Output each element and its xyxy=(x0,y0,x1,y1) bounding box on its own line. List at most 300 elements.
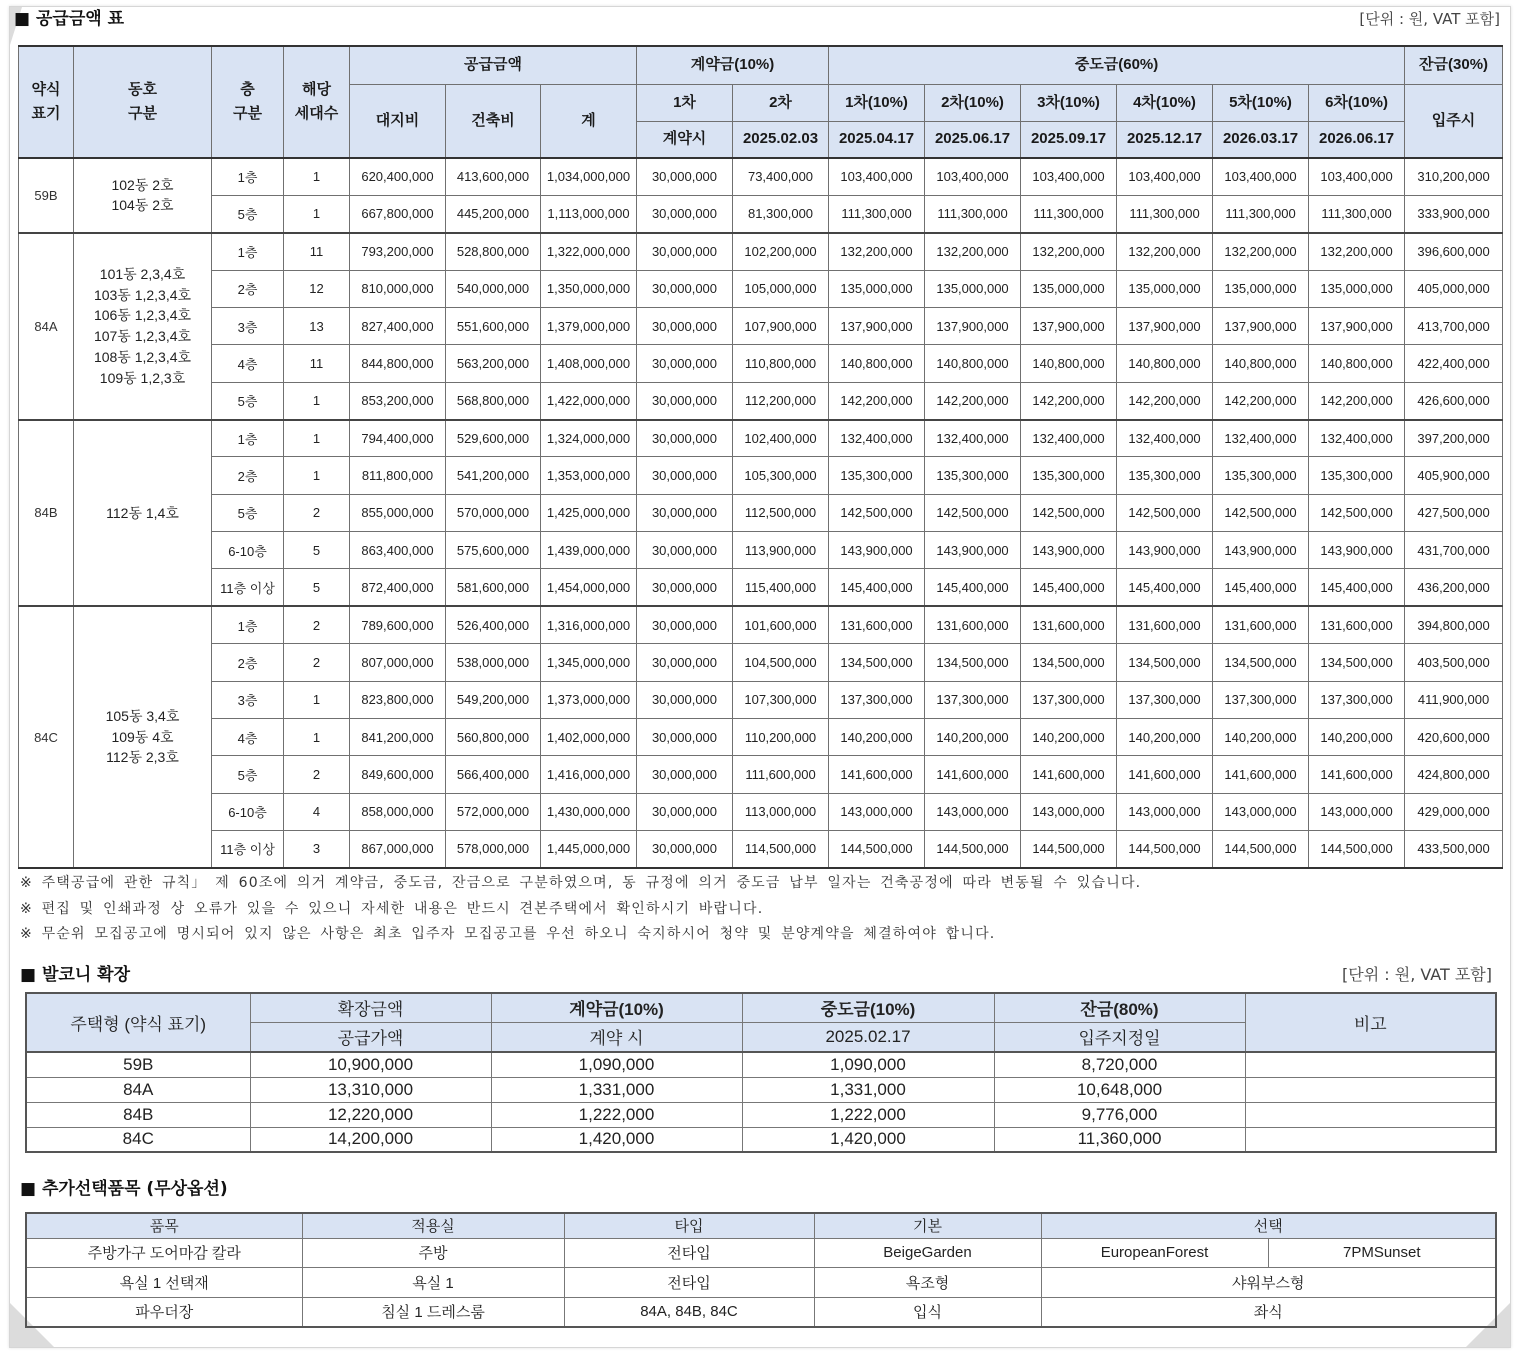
deposit-cell: 1,420,000 xyxy=(491,1127,742,1152)
deposit-2-cell: 102,200,000 xyxy=(733,233,829,270)
middle-payment-1-cell: 111,300,000 xyxy=(829,195,925,232)
middle-payment-3-cell: 131,600,000 xyxy=(1021,606,1117,643)
building-price-cell: 528,800,000 xyxy=(446,233,541,270)
land-price-cell: 823,800,000 xyxy=(350,681,446,718)
total-price-cell: 1,113,000,000 xyxy=(541,195,637,232)
middle-payment-2-cell: 142,500,000 xyxy=(925,494,1021,531)
middle-payment-1-cell: 140,800,000 xyxy=(829,345,925,382)
deposit-1-cell: 30,000,000 xyxy=(637,233,733,270)
land-price-cell: 855,000,000 xyxy=(350,494,446,531)
header-middle-round-2: 2차(10%) xyxy=(925,84,1021,121)
header-balance-when: 입주지정일 xyxy=(994,1022,1245,1052)
land-price-cell: 807,000,000 xyxy=(350,644,446,681)
supply-price-cell: 12,220,000 xyxy=(250,1102,491,1127)
building-price-cell: 538,000,000 xyxy=(446,644,541,681)
middle-payment-6-cell: 103,400,000 xyxy=(1309,158,1405,195)
land-price-cell: 667,800,000 xyxy=(350,195,446,232)
table-row xyxy=(26,1238,1496,1267)
deposit-1-cell: 30,000,000 xyxy=(637,718,733,755)
middle-payment-2-cell: 141,600,000 xyxy=(925,756,1021,793)
building-price-cell: 529,600,000 xyxy=(446,420,541,457)
floor-cell: 1층 xyxy=(212,233,284,270)
middle-payment-4-cell: 142,200,000 xyxy=(1117,382,1213,419)
table-row xyxy=(19,830,1503,867)
middle-payment-1-cell: 137,900,000 xyxy=(829,307,925,344)
total-price-cell: 1,353,000,000 xyxy=(541,457,637,494)
households-cell: 12 xyxy=(284,270,350,307)
header-deposit: 계약금(10%) xyxy=(637,46,829,84)
balance-cell: 394,800,000 xyxy=(1405,606,1503,643)
choice-cell: 7PMSunset xyxy=(1268,1238,1496,1267)
building-price-cell: 563,200,000 xyxy=(446,345,541,382)
balance-cell: 10,648,000 xyxy=(994,1077,1245,1102)
dong-ho-line: 104동 2호 xyxy=(111,197,174,214)
dong-ho-cell xyxy=(74,606,212,868)
dong-ho-line: 103동 1,2,3,4호 xyxy=(93,286,192,303)
middle-payment-2-cell: 140,800,000 xyxy=(925,345,1021,382)
total-price-cell: 1,316,000,000 xyxy=(541,606,637,643)
land-price-cell: 789,600,000 xyxy=(350,606,446,643)
header-type: 타입 xyxy=(564,1213,814,1238)
middle-payment-2-cell: 140,200,000 xyxy=(925,718,1021,755)
households-cell: 2 xyxy=(284,494,350,531)
deposit-2-cell: 115,400,000 xyxy=(733,569,829,606)
deposit-cell: 1,090,000 xyxy=(491,1052,742,1077)
middle-payment-2-cell: 132,200,000 xyxy=(925,233,1021,270)
total-price-cell: 1,454,000,000 xyxy=(541,569,637,606)
deposit-1-cell: 30,000,000 xyxy=(637,830,733,867)
middle-payment-2-cell: 103,400,000 xyxy=(925,158,1021,195)
deposit-2-cell: 110,200,000 xyxy=(733,718,829,755)
middle-payment-6-cell: 141,600,000 xyxy=(1309,756,1405,793)
middle-payment-6-cell: 140,800,000 xyxy=(1309,345,1405,382)
middle-payment-5-cell: 134,500,000 xyxy=(1213,644,1309,681)
middle-payment-6-cell: 137,300,000 xyxy=(1309,681,1405,718)
total-price-cell: 1,379,000,000 xyxy=(541,307,637,344)
middle-payment-6-cell: 143,900,000 xyxy=(1309,532,1405,569)
middle-payment-5-cell: 132,400,000 xyxy=(1213,420,1309,457)
middle-payment-2-cell: 131,600,000 xyxy=(925,606,1021,643)
balance-cell: 403,500,000 xyxy=(1405,644,1503,681)
middle-payment-4-cell: 103,400,000 xyxy=(1117,158,1213,195)
middle-payment-3-cell: 135,000,000 xyxy=(1021,270,1117,307)
deposit-1-cell: 30,000,000 xyxy=(637,644,733,681)
header-deposit-2-date: 2025.02.03 xyxy=(733,121,829,158)
supply-table-body xyxy=(19,158,1503,868)
header-land-price: 대지비 xyxy=(350,84,446,158)
middle-payment-1-cell: 132,400,000 xyxy=(829,420,925,457)
header-middle-date-4: 2025.12.17 xyxy=(1117,121,1213,158)
supply-price-cell: 13,310,000 xyxy=(250,1077,491,1102)
balcony-expansion-table xyxy=(25,992,1497,1153)
table-row xyxy=(19,681,1503,718)
middle-payment-3-cell: 137,300,000 xyxy=(1021,681,1117,718)
land-price-cell: 811,800,000 xyxy=(350,457,446,494)
middle-payment-1-cell: 131,600,000 xyxy=(829,606,925,643)
floor-cell: 5층 xyxy=(212,382,284,419)
dong-ho-cell xyxy=(74,158,212,233)
middle-payment-cell: 1,090,000 xyxy=(742,1052,994,1077)
balance-cell: 413,700,000 xyxy=(1405,307,1503,344)
total-price-cell: 1,445,000,000 xyxy=(541,830,637,867)
middle-payment-4-cell: 143,000,000 xyxy=(1117,793,1213,830)
deposit-2-cell: 81,300,000 xyxy=(733,195,829,232)
house-type-cell: 59B xyxy=(26,1052,250,1077)
header-expansion-amount: 확장금액 xyxy=(250,993,491,1022)
unit-type-cell: 84C xyxy=(19,606,74,868)
deposit-1-cell: 30,000,000 xyxy=(637,793,733,830)
basic-cell: BeigeGarden xyxy=(814,1238,1041,1267)
total-price-cell: 1,439,000,000 xyxy=(541,532,637,569)
building-price-cell: 540,000,000 xyxy=(446,270,541,307)
middle-payment-3-cell: 135,300,000 xyxy=(1021,457,1117,494)
table-row xyxy=(19,382,1503,419)
header-middle-round-1: 1차(10%) xyxy=(829,84,925,121)
middle-payment-6-cell: 111,300,000 xyxy=(1309,195,1405,232)
households-cell: 5 xyxy=(284,532,350,569)
balance-cell: 333,900,000 xyxy=(1405,195,1503,232)
deposit-2-cell: 105,000,000 xyxy=(733,270,829,307)
header-dong-ho: 동호 구분 xyxy=(74,46,212,158)
middle-payment-1-cell: 135,000,000 xyxy=(829,270,925,307)
middle-payment-cell: 1,331,000 xyxy=(742,1077,994,1102)
balance-cell: 433,500,000 xyxy=(1405,830,1503,867)
deposit-2-cell: 101,600,000 xyxy=(733,606,829,643)
dong-ho-cell xyxy=(74,233,212,420)
deposit-1-cell: 30,000,000 xyxy=(637,756,733,793)
building-price-cell: 560,800,000 xyxy=(446,718,541,755)
middle-payment-2-cell: 134,500,000 xyxy=(925,644,1021,681)
floor-cell: 3층 xyxy=(212,307,284,344)
deposit-1-cell: 30,000,000 xyxy=(637,606,733,643)
deposit-1-cell: 30,000,000 xyxy=(637,532,733,569)
floor-cell: 1층 xyxy=(212,606,284,643)
deposit-1-cell: 30,000,000 xyxy=(637,457,733,494)
unit-type-cell: 84B xyxy=(19,420,74,607)
supply-price-table xyxy=(18,45,1503,869)
total-price-cell: 1,402,000,000 xyxy=(541,718,637,755)
land-price-cell: 844,800,000 xyxy=(350,345,446,382)
deposit-2-cell: 104,500,000 xyxy=(733,644,829,681)
middle-payment-1-cell: 144,500,000 xyxy=(829,830,925,867)
middle-payment-6-cell: 143,000,000 xyxy=(1309,793,1405,830)
land-price-cell: 872,400,000 xyxy=(350,569,446,606)
building-price-cell: 572,000,000 xyxy=(446,793,541,830)
deposit-2-cell: 73,400,000 xyxy=(733,158,829,195)
middle-payment-3-cell: 111,300,000 xyxy=(1021,195,1117,232)
middle-payment-5-cell: 137,300,000 xyxy=(1213,681,1309,718)
table-row xyxy=(26,1297,1496,1327)
table-row xyxy=(19,457,1503,494)
middle-payment-5-cell: 144,500,000 xyxy=(1213,830,1309,867)
middle-payment-6-cell: 137,900,000 xyxy=(1309,307,1405,344)
deposit-1-cell: 30,000,000 xyxy=(637,569,733,606)
middle-payment-5-cell: 140,800,000 xyxy=(1213,345,1309,382)
house-type-cell: 84C xyxy=(26,1127,250,1152)
dong-ho-line: 101동 2,3,4호 xyxy=(99,265,186,282)
deposit-1-cell: 30,000,000 xyxy=(637,494,733,531)
free-options-table xyxy=(25,1212,1497,1328)
middle-payment-5-cell: 135,000,000 xyxy=(1213,270,1309,307)
middle-payment-5-cell: 132,200,000 xyxy=(1213,233,1309,270)
building-price-cell: 526,400,000 xyxy=(446,606,541,643)
middle-payment-2-cell: 135,000,000 xyxy=(925,270,1021,307)
header-middle-payment: 중도금(10%) xyxy=(742,993,994,1022)
middle-payment-4-cell: 135,300,000 xyxy=(1117,457,1213,494)
middle-payment-5-cell: 131,600,000 xyxy=(1213,606,1309,643)
building-price-cell: 568,800,000 xyxy=(446,382,541,419)
balance-cell: 9,776,000 xyxy=(994,1102,1245,1127)
balance-cell: 427,500,000 xyxy=(1405,494,1503,531)
middle-payment-2-cell: 111,300,000 xyxy=(925,195,1021,232)
land-price-cell: 853,200,000 xyxy=(350,382,446,419)
middle-payment-5-cell: 135,300,000 xyxy=(1213,457,1309,494)
header-row xyxy=(19,46,1503,84)
note-line: ※ 편집 및 인쇄과정 상 오류가 있을 수 있으니 자세한 내용은 반드시 견본주택에서 확인하시기 바랍니다. xyxy=(20,900,764,917)
header-middle-round-3: 3차(10%) xyxy=(1021,84,1117,121)
item-cell: 파우더장 xyxy=(26,1297,302,1327)
balance-cell: 431,700,000 xyxy=(1405,532,1503,569)
floor-cell: 2층 xyxy=(212,644,284,681)
house-type-cell: 84B xyxy=(26,1102,250,1127)
balance-cell: 436,200,000 xyxy=(1405,569,1503,606)
header-deposit: 계약금(10%) xyxy=(491,993,742,1022)
deposit-1-cell: 30,000,000 xyxy=(637,420,733,457)
choice-cell: 좌식 xyxy=(1041,1297,1496,1327)
header-middle-date: 2025.02.17 xyxy=(742,1022,994,1052)
middle-payment-4-cell: 134,500,000 xyxy=(1117,644,1213,681)
table-row xyxy=(19,345,1503,382)
building-price-cell: 549,200,000 xyxy=(446,681,541,718)
header-middle-payment: 중도금(60%) xyxy=(829,46,1405,84)
balance-cell: 420,600,000 xyxy=(1405,718,1503,755)
table-row xyxy=(19,494,1503,531)
households-cell: 1 xyxy=(284,195,350,232)
middle-payment-2-cell: 142,200,000 xyxy=(925,382,1021,419)
type-cell: 전타입 xyxy=(564,1238,814,1267)
header-middle-round-5: 5차(10%) xyxy=(1213,84,1309,121)
note-line: ※ 무순위 모집공고에 명시되어 있지 않은 사항은 최초 입주자 모집공고를 우선 하오니 숙지하시어 청약 및 분양계약을 체결하여야 합니다. xyxy=(20,926,996,942)
type-cell: 전타입 xyxy=(564,1267,814,1297)
middle-payment-cell: 1,222,000 xyxy=(742,1102,994,1127)
middle-payment-6-cell: 132,400,000 xyxy=(1309,420,1405,457)
choice-cell: 샤워부스형 xyxy=(1041,1267,1496,1297)
middle-payment-4-cell: 111,300,000 xyxy=(1117,195,1213,232)
middle-payment-3-cell: 137,900,000 xyxy=(1021,307,1117,344)
floor-cell: 6-10층 xyxy=(212,532,284,569)
deposit-2-cell: 107,900,000 xyxy=(733,307,829,344)
table-row xyxy=(19,420,1503,457)
land-price-cell: 810,000,000 xyxy=(350,270,446,307)
middle-payment-4-cell: 143,900,000 xyxy=(1117,532,1213,569)
balance-cell: 426,600,000 xyxy=(1405,382,1503,419)
middle-payment-3-cell: 140,200,000 xyxy=(1021,718,1117,755)
deposit-2-cell: 105,300,000 xyxy=(733,457,829,494)
households-cell: 2 xyxy=(284,606,350,643)
middle-payment-3-cell: 144,500,000 xyxy=(1021,830,1117,867)
middle-payment-5-cell: 137,900,000 xyxy=(1213,307,1309,344)
middle-payment-2-cell: 137,300,000 xyxy=(925,681,1021,718)
header-deposit-2: 2차 xyxy=(733,84,829,121)
remarks-cell xyxy=(1245,1127,1496,1152)
households-cell: 4 xyxy=(284,793,350,830)
middle-payment-6-cell: 142,200,000 xyxy=(1309,382,1405,419)
deposit-cell: 1,331,000 xyxy=(491,1077,742,1102)
middle-payment-1-cell: 137,300,000 xyxy=(829,681,925,718)
header-balance-when: 입주시 xyxy=(1405,84,1503,158)
supply-price-cell: 14,200,000 xyxy=(250,1127,491,1152)
room-cell: 침실 1 드레스룸 xyxy=(302,1297,564,1327)
middle-payment-2-cell: 132,400,000 xyxy=(925,420,1021,457)
middle-payment-3-cell: 145,400,000 xyxy=(1021,569,1117,606)
house-type-cell: 84A xyxy=(26,1077,250,1102)
land-price-cell: 867,000,000 xyxy=(350,830,446,867)
land-price-cell: 858,000,000 xyxy=(350,793,446,830)
header-middle-date-2: 2025.06.17 xyxy=(925,121,1021,158)
floor-cell: 2층 xyxy=(212,270,284,307)
deposit-2-cell: 112,200,000 xyxy=(733,382,829,419)
households-cell: 1 xyxy=(284,420,350,457)
middle-payment-4-cell: 137,900,000 xyxy=(1117,307,1213,344)
households-cell: 1 xyxy=(284,382,350,419)
remarks-cell xyxy=(1245,1077,1496,1102)
item-cell: 주방가구 도어마감 칼라 xyxy=(26,1238,302,1267)
total-price-cell: 1,034,000,000 xyxy=(541,158,637,195)
header-supply-price: 공급금액 xyxy=(350,46,637,84)
header-row xyxy=(26,993,1496,1022)
middle-payment-6-cell: 144,500,000 xyxy=(1309,830,1405,867)
notes xyxy=(20,871,1141,948)
deposit-1-cell: 30,000,000 xyxy=(637,345,733,382)
floor-cell: 5층 xyxy=(212,756,284,793)
remarks-cell xyxy=(1245,1052,1496,1077)
table-row xyxy=(26,1127,1496,1152)
floor-cell: 11층 이상 xyxy=(212,569,284,606)
middle-payment-3-cell: 142,200,000 xyxy=(1021,382,1117,419)
middle-payment-6-cell: 142,500,000 xyxy=(1309,494,1405,531)
building-price-cell: 445,200,000 xyxy=(446,195,541,232)
middle-payment-5-cell: 143,000,000 xyxy=(1213,793,1309,830)
middle-payment-4-cell: 131,600,000 xyxy=(1117,606,1213,643)
middle-payment-3-cell: 141,600,000 xyxy=(1021,756,1117,793)
middle-payment-2-cell: 137,900,000 xyxy=(925,307,1021,344)
dong-ho-line: 108동 1,2,3,4호 xyxy=(93,348,192,365)
middle-payment-1-cell: 134,500,000 xyxy=(829,644,925,681)
header-middle-round-4: 4차(10%) xyxy=(1117,84,1213,121)
households-cell: 1 xyxy=(284,681,350,718)
middle-payment-3-cell: 134,500,000 xyxy=(1021,644,1117,681)
balance-cell: 424,800,000 xyxy=(1405,756,1503,793)
households-cell: 5 xyxy=(284,569,350,606)
middle-payment-1-cell: 143,900,000 xyxy=(829,532,925,569)
deposit-1-cell: 30,000,000 xyxy=(637,270,733,307)
table-row xyxy=(19,793,1503,830)
middle-payment-2-cell: 143,900,000 xyxy=(925,532,1021,569)
table-row xyxy=(26,1102,1496,1127)
note-line: ※ 주택공급에 관한 규칙」 제 60조에 의거 계약금, 중도금, 잔금으로 구분하였으며, 동 규정에 의거 중도금 납부 일자는 건축공정에 따라 변동될 수 있습니다. xyxy=(20,875,1142,891)
balcony-unit-note: [단위 : 원, VAT 포함] xyxy=(1342,965,1492,984)
header-households: 해당 세대수 xyxy=(284,46,350,158)
supply-unit-note: [단위 : 원, VAT 포함] xyxy=(1359,10,1500,28)
deposit-2-cell: 110,800,000 xyxy=(733,345,829,382)
floor-cell: 5층 xyxy=(212,494,284,531)
dong-ho-line: 112동 1,4호 xyxy=(106,504,179,521)
middle-payment-1-cell: 135,300,000 xyxy=(829,457,925,494)
building-price-cell: 581,600,000 xyxy=(446,569,541,606)
middle-payment-1-cell: 145,400,000 xyxy=(829,569,925,606)
total-price-cell: 1,416,000,000 xyxy=(541,756,637,793)
total-price-cell: 1,324,000,000 xyxy=(541,420,637,457)
dong-ho-line: 102동 2호 xyxy=(111,176,174,193)
header-balance: 잔금(80%) xyxy=(994,993,1245,1022)
total-price-cell: 1,345,000,000 xyxy=(541,644,637,681)
item-cell: 욕실 1 선택재 xyxy=(26,1267,302,1297)
unit-type-cell: 84A xyxy=(19,233,74,420)
households-cell: 2 xyxy=(284,644,350,681)
middle-payment-5-cell: 145,400,000 xyxy=(1213,569,1309,606)
deposit-2-cell: 111,600,000 xyxy=(733,756,829,793)
room-cell: 주방 xyxy=(302,1238,564,1267)
building-price-cell: 541,200,000 xyxy=(446,457,541,494)
floor-cell: 1층 xyxy=(212,420,284,457)
balance-cell: 397,200,000 xyxy=(1405,420,1503,457)
middle-payment-3-cell: 142,500,000 xyxy=(1021,494,1117,531)
balance-cell: 405,900,000 xyxy=(1405,457,1503,494)
table-row xyxy=(19,532,1503,569)
header-house-type: 주택형 (약식 표기) xyxy=(26,993,250,1052)
middle-payment-1-cell: 142,200,000 xyxy=(829,382,925,419)
supply-price-cell: 10,900,000 xyxy=(250,1052,491,1077)
households-cell: 1 xyxy=(284,718,350,755)
dong-ho-line: 112동 2,3호 xyxy=(106,749,179,766)
table-row xyxy=(19,569,1503,606)
building-price-cell: 413,600,000 xyxy=(446,158,541,195)
room-cell: 욕실 1 xyxy=(302,1267,564,1297)
balance-cell: 405,000,000 xyxy=(1405,270,1503,307)
balance-cell: 429,000,000 xyxy=(1405,793,1503,830)
dong-ho-line: 107동 1,2,3,4호 xyxy=(93,328,192,345)
floor-cell: 1층 xyxy=(212,158,284,195)
table-row xyxy=(19,195,1503,232)
balcony-section-title: ■ 발코니 확장 xyxy=(20,965,131,985)
header-building-price: 건축비 xyxy=(446,84,541,158)
floor-cell: 3층 xyxy=(212,681,284,718)
deposit-2-cell: 113,000,000 xyxy=(733,793,829,830)
middle-payment-4-cell: 144,500,000 xyxy=(1117,830,1213,867)
deposit-2-cell: 107,300,000 xyxy=(733,681,829,718)
middle-payment-1-cell: 140,200,000 xyxy=(829,718,925,755)
middle-payment-2-cell: 143,000,000 xyxy=(925,793,1021,830)
middle-payment-5-cell: 141,600,000 xyxy=(1213,756,1309,793)
unit-type-cell: 59B xyxy=(19,158,74,233)
middle-payment-4-cell: 141,600,000 xyxy=(1117,756,1213,793)
options-section-title: ■ 추가선택품목 (무상옵션) xyxy=(20,1179,228,1199)
middle-payment-6-cell: 140,200,000 xyxy=(1309,718,1405,755)
supply-table-header xyxy=(19,46,1503,158)
land-price-cell: 863,400,000 xyxy=(350,532,446,569)
header-middle-date-6: 2026.06.17 xyxy=(1309,121,1405,158)
table-row xyxy=(19,307,1503,344)
balance-cell: 396,600,000 xyxy=(1405,233,1503,270)
floor-cell: 11층 이상 xyxy=(212,830,284,867)
land-price-cell: 793,200,000 xyxy=(350,233,446,270)
building-price-cell: 578,000,000 xyxy=(446,830,541,867)
deposit-2-cell: 112,500,000 xyxy=(733,494,829,531)
deposit-1-cell: 30,000,000 xyxy=(637,681,733,718)
middle-payment-2-cell: 135,300,000 xyxy=(925,457,1021,494)
building-price-cell: 570,000,000 xyxy=(446,494,541,531)
building-price-cell: 566,400,000 xyxy=(446,756,541,793)
